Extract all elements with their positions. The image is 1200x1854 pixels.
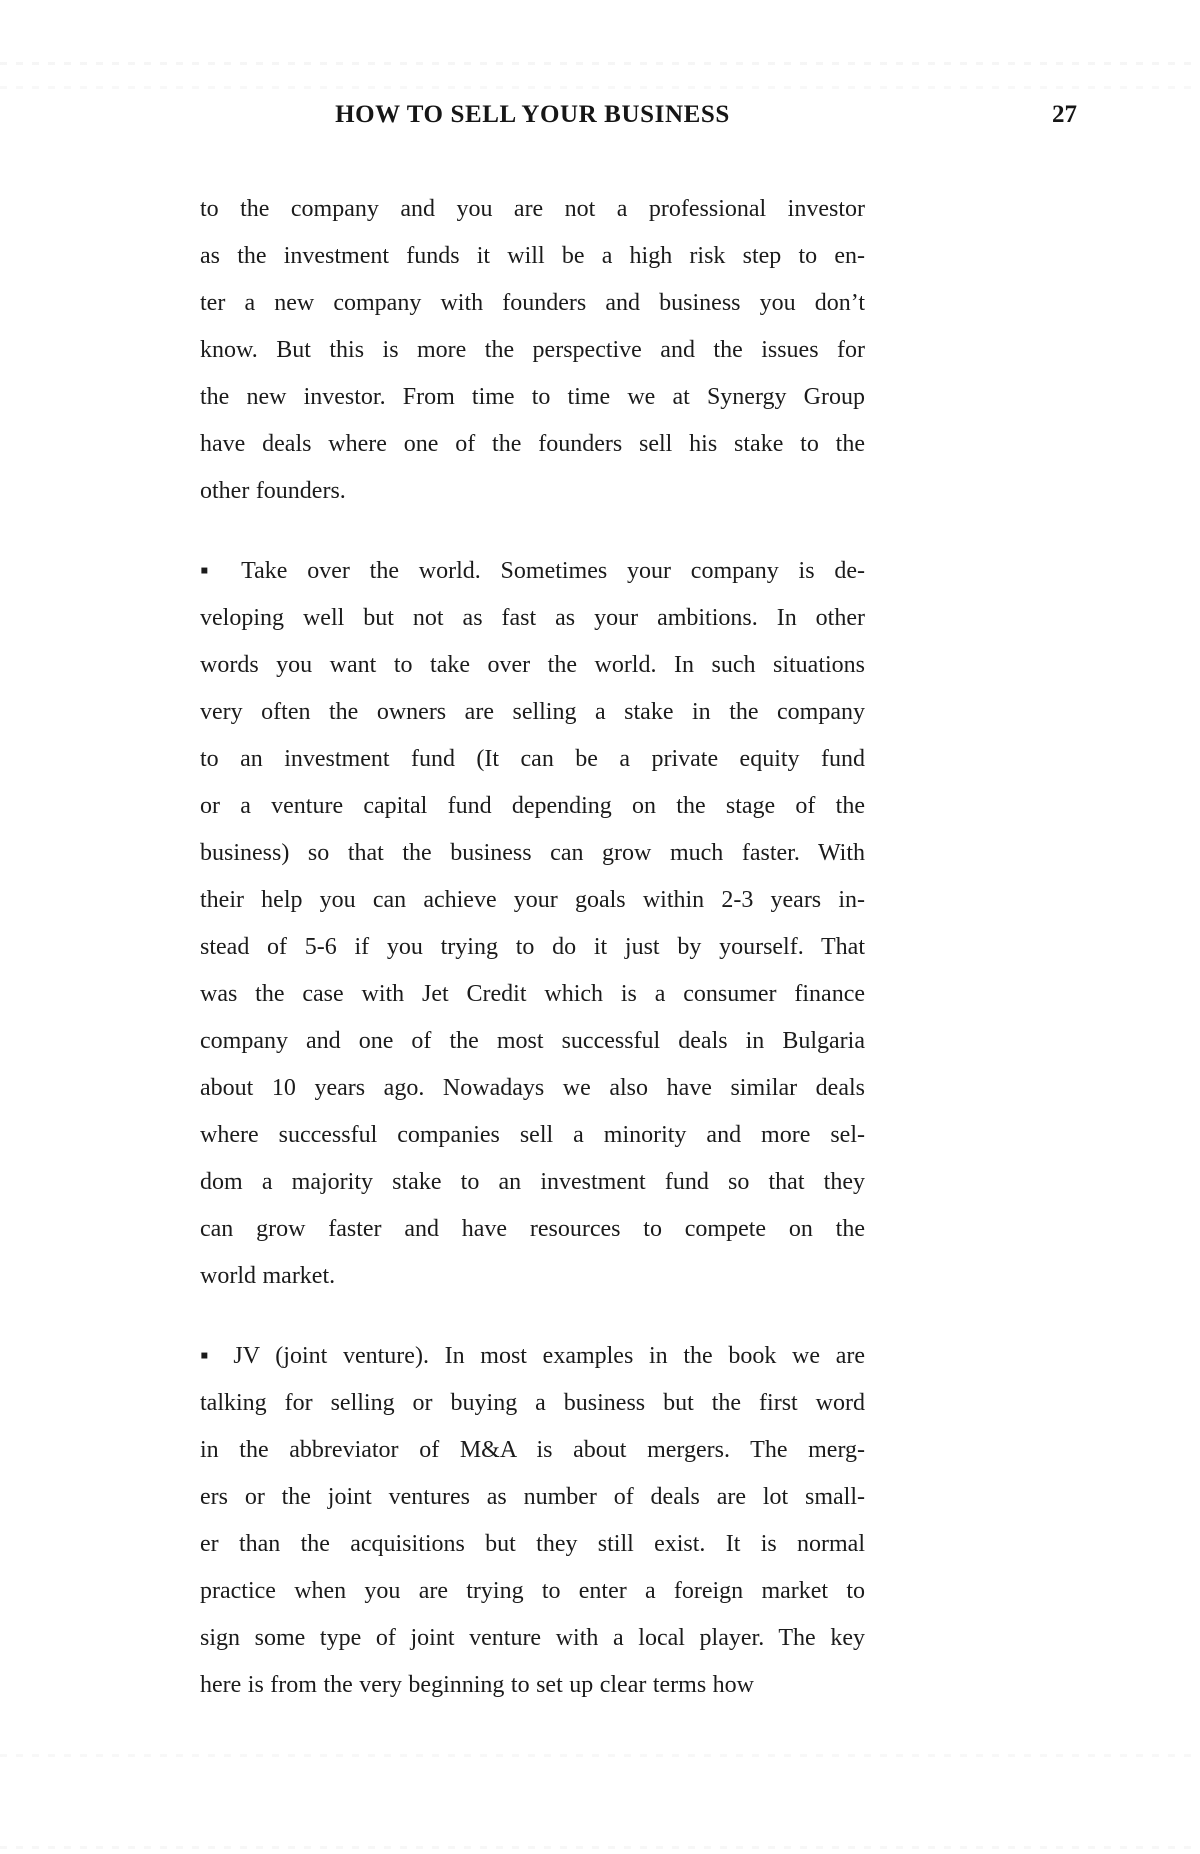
page-title: HOW TO SELL YOUR BUSINESS bbox=[335, 101, 730, 128]
text-line: words you want to take over the world. In such situations bbox=[200, 652, 865, 678]
text-line: the new investor. From time to time we at Synergy Group bbox=[200, 384, 865, 410]
text-line: can grow faster and have resources to compete on the bbox=[200, 1216, 865, 1242]
text-line: to an investment fund (It can be a private equity fund bbox=[200, 746, 865, 772]
scan-noise-line bbox=[0, 86, 1200, 89]
text-line: was the case with Jet Credit which is a consumer finance bbox=[200, 981, 865, 1007]
text-line: company and one of the most successful deals in Bulgaria bbox=[200, 1028, 865, 1054]
text-line: veloping well but not as fast as your ambitions. In other bbox=[200, 605, 865, 631]
text-line: about 10 years ago. Nowadays we also have similar deals bbox=[200, 1075, 865, 1101]
text-line: ▪ Take over the world. Sometimes your company is de- bbox=[200, 558, 865, 584]
text-line: very often the owners are selling a stake in the company bbox=[200, 699, 865, 725]
text-line: in the abbreviator of M&A is about mergers. The merg- bbox=[200, 1437, 865, 1463]
page-body bbox=[200, 186, 865, 1709]
text-line: or a venture capital fund depending on the stage of the bbox=[200, 793, 865, 819]
text-line: know. But this is more the perspective and the issues for bbox=[200, 337, 865, 363]
scan-noise-line bbox=[0, 1846, 1200, 1849]
text-line: other founders. bbox=[200, 478, 346, 504]
scan-noise-line bbox=[0, 62, 1200, 65]
text-line: dom a majority stake to an investment fund so that they bbox=[200, 1169, 865, 1195]
text-line: to the company and you are not a professional investor bbox=[200, 196, 865, 222]
text-line: where successful companies sell a minority and more sel- bbox=[200, 1122, 865, 1148]
text-line: ers or the joint ventures as number of deals are lot small- bbox=[200, 1484, 865, 1510]
text-line: their help you can achieve your goals within 2-3 years in- bbox=[200, 887, 865, 913]
paragraph-take-over-the-world bbox=[200, 548, 865, 1300]
text-line: er than the acquisitions but they still exist. It is normal bbox=[200, 1531, 865, 1557]
paragraph-joint-venture bbox=[200, 1333, 865, 1709]
text-line: business) so that the business can grow much faster. With bbox=[200, 840, 865, 866]
scan-noise-line bbox=[0, 1754, 1200, 1757]
text-line: as the investment funds it will be a high risk step to en- bbox=[200, 243, 865, 269]
text-line: practice when you are trying to enter a foreign market to bbox=[200, 1578, 865, 1604]
text-line: sign some type of joint venture with a local player. The key bbox=[200, 1625, 865, 1651]
text-line: world market. bbox=[200, 1263, 336, 1289]
text-line: talking for selling or buying a business but the first word bbox=[200, 1390, 865, 1416]
text-line: have deals where one of the founders sell his stake to the bbox=[200, 431, 865, 457]
text-line: ter a new company with founders and business you don’t bbox=[200, 290, 865, 316]
page-number: 27 bbox=[1052, 101, 1077, 128]
paragraph-intro bbox=[200, 186, 865, 515]
text-line: here is from the very beginning to set up clear terms how bbox=[200, 1672, 755, 1698]
text-line: stead of 5-6 if you trying to do it just by yourself. That bbox=[200, 934, 865, 960]
text-line: ▪ JV (joint venture). In most examples in the book we are bbox=[200, 1343, 865, 1369]
